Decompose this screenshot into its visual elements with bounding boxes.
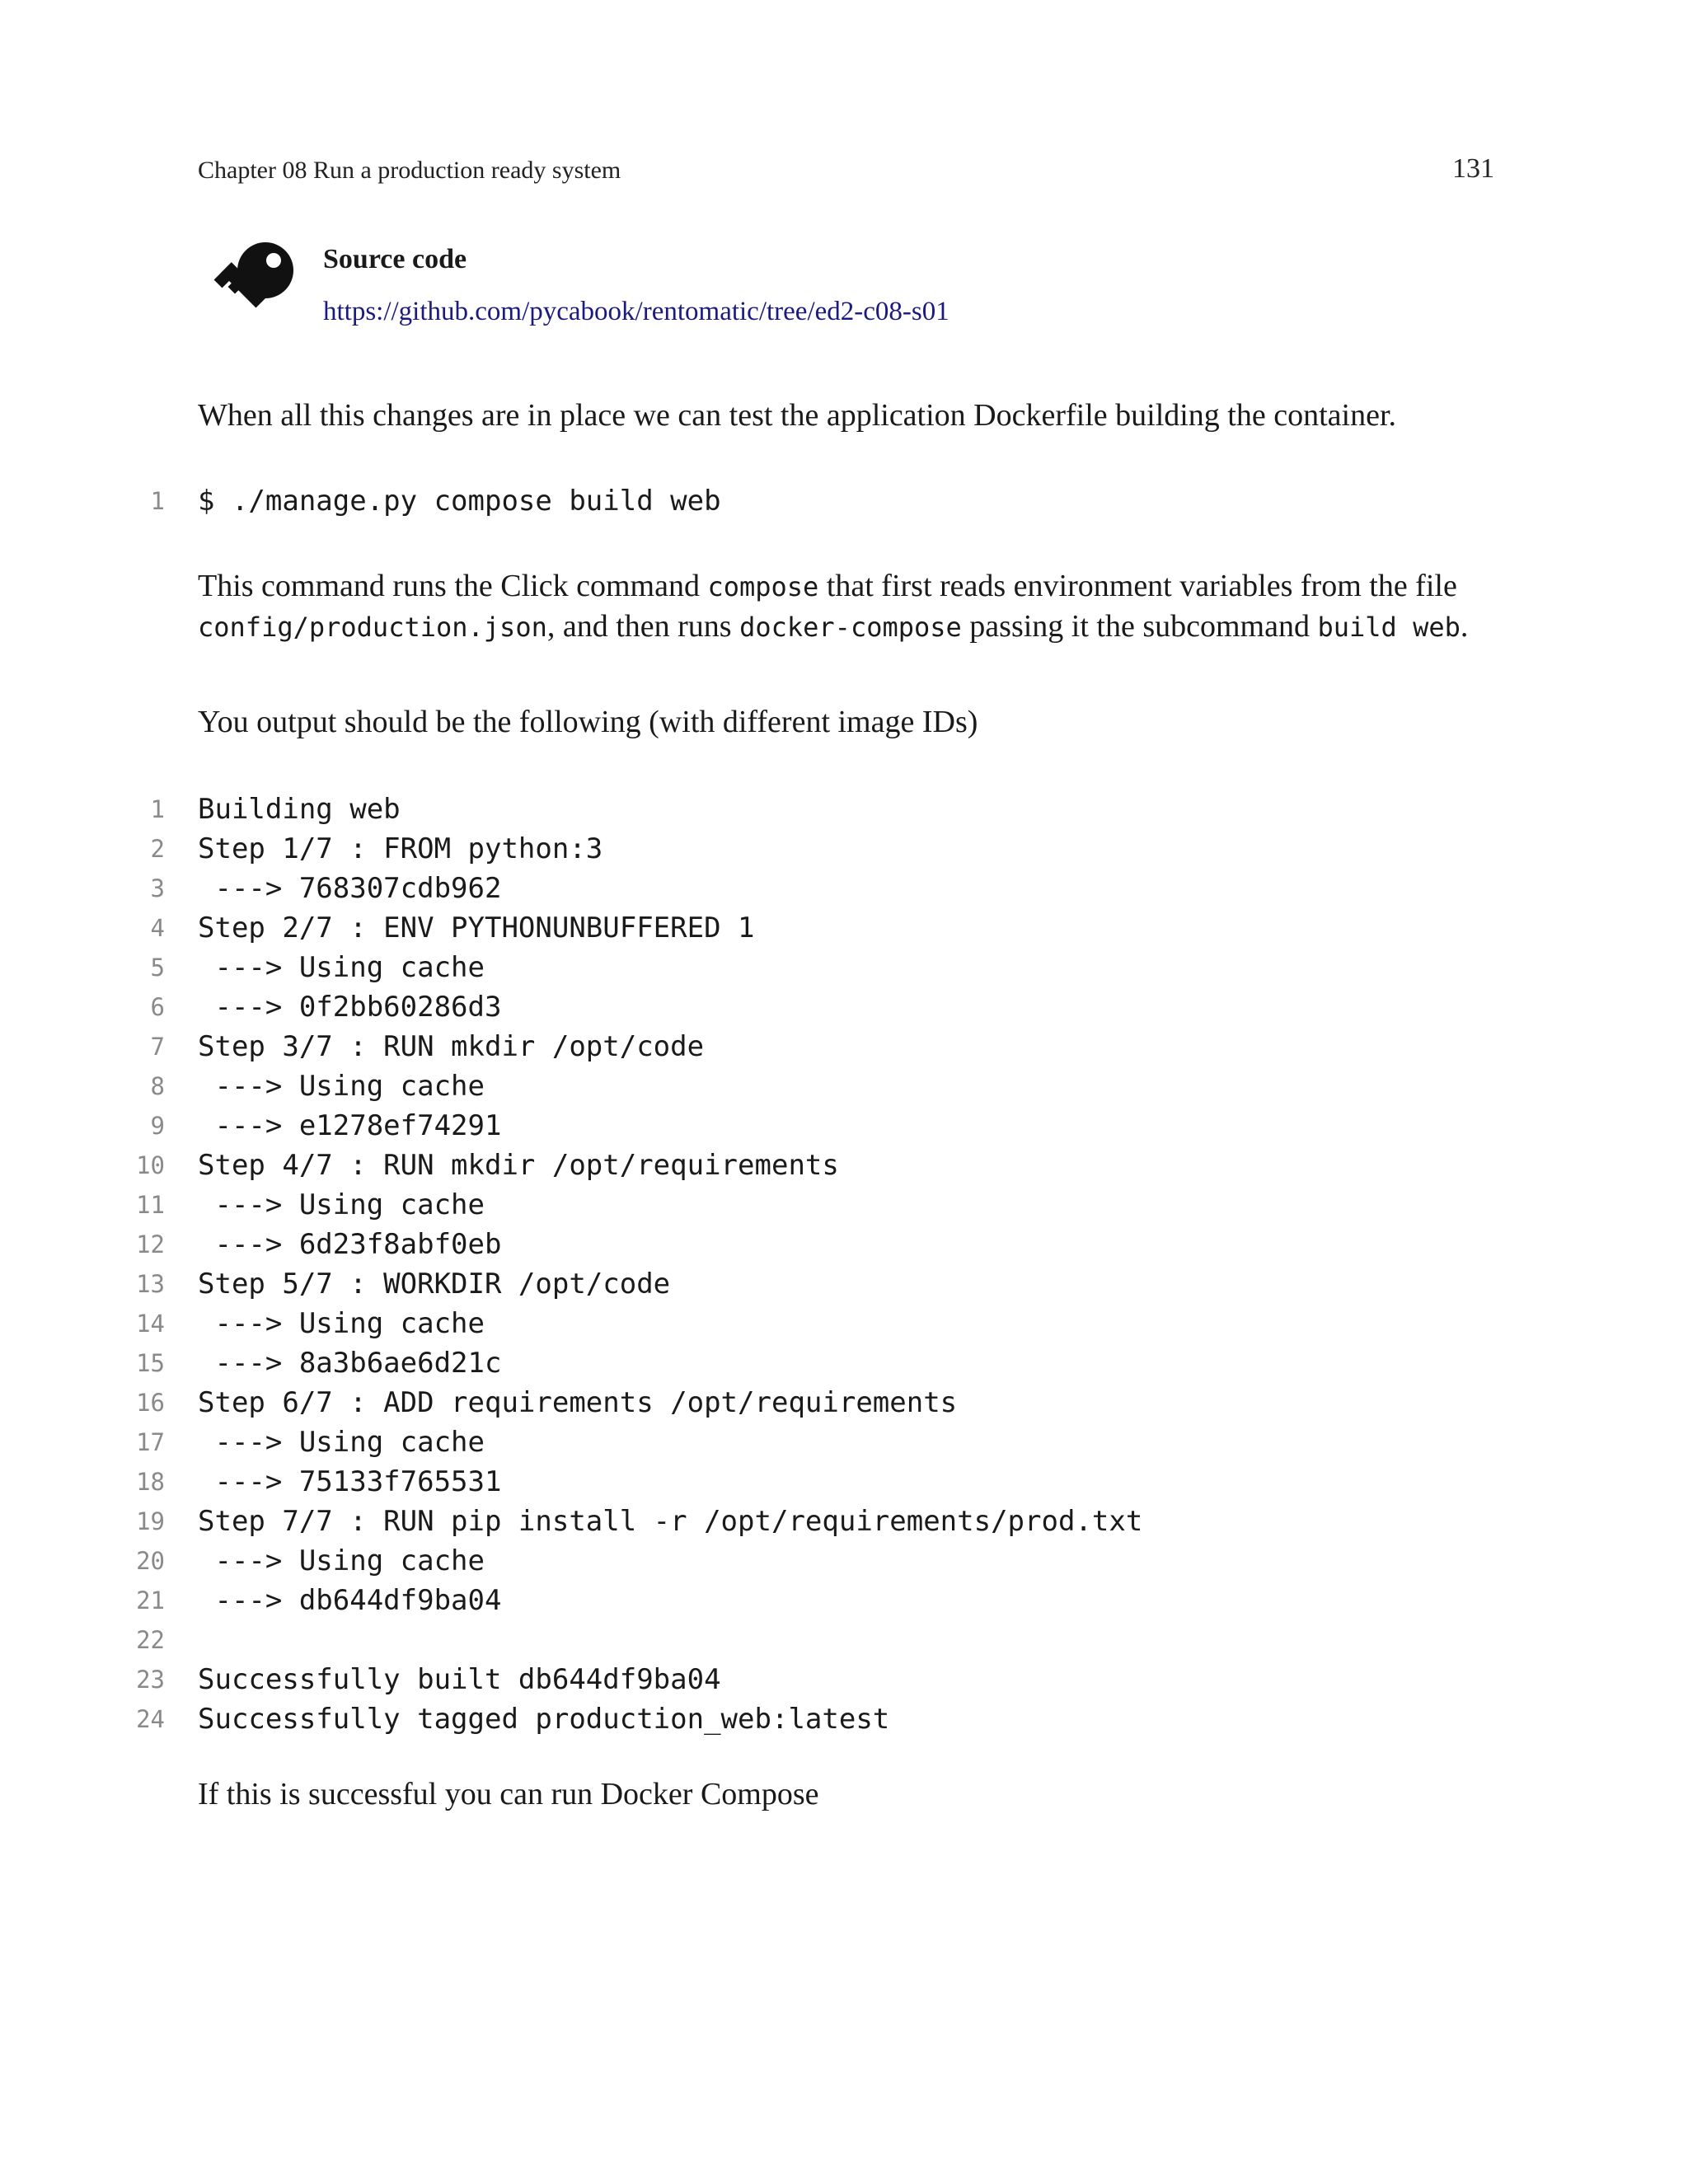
code-text: Successfully tagged production_web:latest — [198, 1703, 890, 1736]
paragraph-compose-explanation — [198, 566, 1496, 647]
line-number: 20 — [136, 1547, 165, 1575]
code-line — [0, 948, 1688, 987]
code-text: ---> 8a3b6ae6d21c — [198, 1347, 502, 1380]
code-line — [0, 1502, 1688, 1541]
text-segment: This command runs the Click command — [198, 569, 708, 603]
code-line — [0, 987, 1688, 1027]
code-text: ---> Using cache — [198, 1070, 485, 1103]
code-text: Building web — [198, 793, 401, 826]
code-line — [0, 1304, 1688, 1343]
text-segment: passing it the subcommand — [961, 609, 1318, 644]
line-number: 12 — [136, 1230, 165, 1258]
code-text: Step 7/7 : RUN pip install -r /opt/requirements/prod.txt — [198, 1505, 1143, 1538]
inline-code-config-path: config/production.json — [198, 612, 547, 643]
source-code-link[interactable]: https://github.com/pycabook/rentomatic/tree/ed2-c08-s01 — [323, 297, 950, 326]
code-text: Step 1/7 : FROM python:3 — [198, 832, 603, 865]
code-text: Step 4/7 : RUN mkdir /opt/requirements — [198, 1149, 839, 1182]
line-number: 21 — [136, 1586, 165, 1615]
line-number: 2 — [150, 835, 165, 863]
line-number: 15 — [136, 1349, 165, 1377]
code-line — [0, 1146, 1688, 1185]
inline-code-build-web: build web — [1317, 612, 1461, 643]
line-number: 1 — [150, 795, 165, 823]
code-text: $ ./manage.py compose build web — [198, 485, 721, 518]
code-text: ---> 75133f765531 — [198, 1465, 502, 1498]
line-number: 23 — [136, 1666, 165, 1694]
line-number: 16 — [136, 1389, 165, 1417]
line-number: 13 — [136, 1270, 165, 1298]
code-line — [0, 481, 1688, 521]
code-line — [0, 1343, 1688, 1383]
code-line — [0, 1422, 1688, 1462]
line-number: 7 — [150, 1033, 165, 1061]
source-code-box — [208, 237, 1362, 344]
code-line — [0, 1066, 1688, 1106]
text-segment: , and then runs — [546, 609, 740, 644]
paragraph-intro: When all this changes are in place we can test the application Dockerfile building the container. — [198, 398, 1397, 433]
code-text: Step 2/7 : ENV PYTHONUNBUFFERED 1 — [198, 912, 755, 944]
line-number: 22 — [136, 1626, 165, 1654]
paragraph-success-note: If this is successful you can run Docker Compose — [198, 1777, 819, 1811]
key-icon — [208, 237, 298, 328]
code-text: ---> 6d23f8abf0eb — [198, 1228, 502, 1261]
line-number: 3 — [150, 874, 165, 902]
code-text: Step 5/7 : WORKDIR /opt/code — [198, 1268, 671, 1301]
line-number: 4 — [150, 914, 165, 942]
inline-code-compose: compose — [707, 571, 819, 602]
code-text: ---> Using cache — [198, 1544, 485, 1577]
code-line — [0, 1660, 1688, 1699]
code-text: ---> e1278ef74291 — [198, 1109, 502, 1142]
code-line — [0, 1106, 1688, 1146]
paragraph-output-note: You output should be the following (with different image IDs) — [198, 705, 978, 739]
line-number: 10 — [136, 1151, 165, 1179]
text-segment: . — [1460, 609, 1469, 644]
chapter-header: Chapter 08 Run a production ready system — [198, 157, 621, 184]
code-text: ---> 768307cdb962 — [198, 872, 502, 905]
page-number: 131 — [1452, 153, 1494, 184]
code-line — [0, 869, 1688, 908]
inline-code-docker-compose: docker-compose — [739, 612, 962, 643]
code-text: Step 6/7 : ADD requirements /opt/requirements — [198, 1386, 958, 1419]
code-line — [0, 1185, 1688, 1225]
code-text: ---> Using cache — [198, 951, 485, 984]
line-number: 8 — [150, 1072, 165, 1100]
line-number: 9 — [150, 1112, 165, 1140]
code-text: ---> 0f2bb60286d3 — [198, 991, 502, 1024]
line-number: 17 — [136, 1428, 165, 1456]
code-line — [0, 1620, 1688, 1660]
code-line — [0, 908, 1688, 948]
code-block-output — [0, 790, 1688, 1739]
code-line — [0, 1462, 1688, 1502]
code-text: ---> Using cache — [198, 1188, 485, 1221]
code-line — [0, 1383, 1688, 1422]
code-line — [0, 1581, 1688, 1620]
code-text: Step 3/7 : RUN mkdir /opt/code — [198, 1030, 705, 1063]
code-block-command — [0, 481, 1688, 521]
code-line — [0, 829, 1688, 869]
line-number: 11 — [136, 1191, 165, 1219]
line-number: 14 — [136, 1310, 165, 1338]
source-code-title: Source code — [323, 244, 467, 274]
line-number: 19 — [136, 1507, 165, 1535]
code-text: Successfully built db644df9ba04 — [198, 1663, 721, 1696]
code-line — [0, 1225, 1688, 1264]
code-line — [0, 1699, 1688, 1739]
code-line — [0, 790, 1688, 829]
code-text: ---> db644df9ba04 — [198, 1584, 502, 1617]
line-number: 24 — [136, 1705, 165, 1733]
line-number: 18 — [136, 1468, 165, 1496]
line-number: 1 — [150, 487, 165, 515]
code-line — [0, 1264, 1688, 1304]
text-segment: that first reads environment variables from the file — [818, 569, 1457, 603]
code-text: ---> Using cache — [198, 1307, 485, 1340]
code-text: ---> Using cache — [198, 1426, 485, 1459]
line-number: 5 — [150, 954, 165, 982]
code-line — [0, 1027, 1688, 1066]
line-number: 6 — [150, 993, 165, 1021]
code-line — [0, 1541, 1688, 1581]
